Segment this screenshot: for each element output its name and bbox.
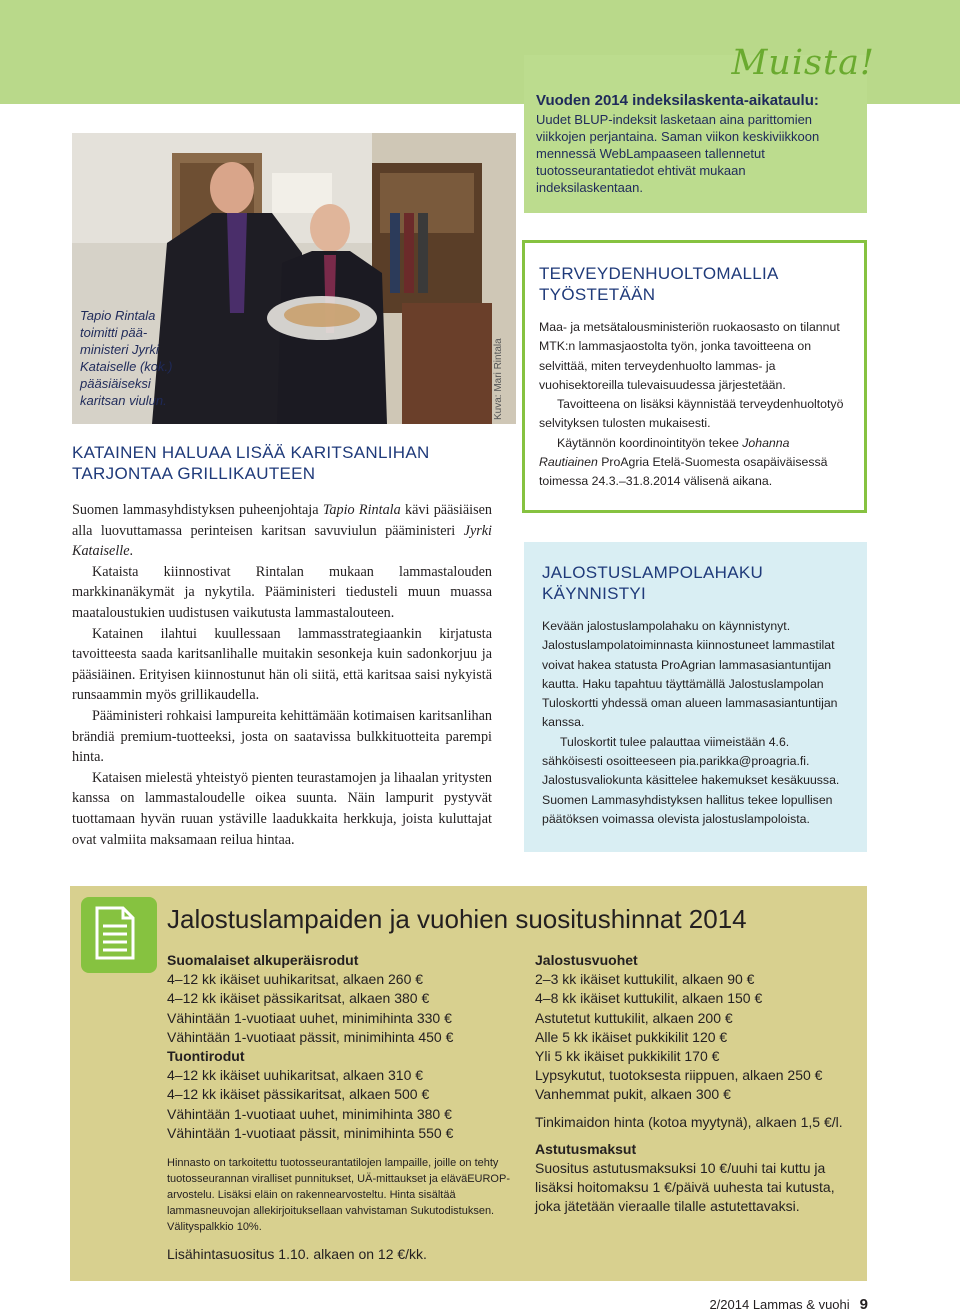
health-text-span: ProAgria Etelä-Suomesta osapäiväisessä toimessa 24.3.–31.8.2014 välisenä aikana. [539,455,828,489]
lampola-box [524,542,867,852]
health-paragraph: Tavoitteena on lisäksi käynnistää terveydenhuoltotyö selvityksen tulosten mukaisesti. [539,397,844,431]
article-paragraph: Katainen ilahtui kuullessaan lammasstrategiaankin kirjatusta tavoitteesta saada karitsanlihalle muitakin sesonkeja kuin sadonkorjuu ja pääsiäinen. Erityisen kiinnostunut hän oli siitä, että karitsaa saisi nykyistä runsaammin myös grillikaudella. [72,625,492,704]
astutus-text: Suositus astutusmaksuksi 10 €/uuhi tai kuttu ja lisäksi hoitomaksu 1 €/päivä uuhesta tai kutusta, joka jätetään vieraalle tilalle astutettavaksi. [535,1160,835,1215]
article-text: . [129,543,134,560]
document-icon-glyph [95,906,135,960]
price-item: Lypsykutut, tuotoksesta riippuen, alkaen 250 € [535,1067,823,1084]
subheading: Tuontirodut [167,1048,245,1065]
lampola-text [542,617,849,829]
subheading: Jalostusvuohet [535,952,638,968]
price-title: Jalostuslampaiden ja vuohien suositushinnat 2014 [167,904,747,934]
lampola-heading: JALOSTUSLAMPOLAHAKU KÄYNNISTYI [542,563,764,603]
article-paragraph: Kataista kiinnostivat Rintalan mukaan lammastalouden markkinanäkymät ja nykytila. Pääministeri tiedusteli muun muassa maataloustukien uudistusen vaikutusta lammastalouteen. [72,563,492,621]
lampola-paragraph: Tuloskortit tulee palauttaa viimeistään 4.6. sähköisesti osoitteeseen pia.parikka@proagria.fi. Jalostusvaliokunta käsittelee hakemukset kesäkuussa. Suomen Lammasyhdistyksen hallitus tekee lopullisen päätöksen voimassa olevista jalostuslampoloista. [542,734,840,826]
price-column-sheep [167,951,512,1264]
photo-caption: Tapio Rintala toimitti pää- ministeri Jyrki Kataiselle (kok.) pääsiäiseksi karitsan viulun. [80,308,173,408]
health-text-span: Käytännön koordinointityön tekee [557,435,743,450]
price-item: 4–12 kk ikäiset uuhikaritsat, alkaen 260 € [167,971,424,988]
subheading: Suomalaiset alkuperäisrodut [167,952,359,968]
article-title: KATAINEN HALUAA LISÄÄ KARITSANLIHAN TARJONTAA GRILLIKAUTEEN [72,443,430,483]
price-column-goats [535,951,853,1217]
subheading: Astutusmaksut [535,1140,637,1157]
document-icon [81,897,157,973]
price-item: 2–3 kk ikäiset kuttukilit, alkaen 90 € [535,971,755,988]
article-text: Suomen lammasyhdistyksen puheenjohtaja [72,502,323,518]
person-name: Tapio Rintala [322,502,401,518]
health-heading: TERVEYDENHUOLTOMALLIA TYÖSTETÄÄN [539,264,779,304]
photo-credit: Kuva: Mari Rintala [493,338,504,420]
health-box [522,240,867,513]
article-paragraph [72,500,492,562]
article-paragraph: Kataisen mielestä yhteistyö pienten teurastamojen ja lihaalan yritysten kanssa on lammastaloudelle oikea suunta. Näin lampurit pystyvät tuottamaan hyvän ruuan ystäville laadukkaita herkkuja, joista kuluttajat ovat valmiita maksamaan reilua hintaa. [72,769,492,848]
price-item: Alle 5 kk ikäiset pukkikilit 120 € [535,1028,728,1045]
health-paragraph [539,434,850,492]
tinkimaito-price: Tinkimaidon hinta (kotoa myytynä), alkaen 1,5 €/l. [535,1113,843,1130]
article-text: kävi pääsiäisen alla luovuttamassa perinteisen karitsan savuviulun pääministeri [72,502,493,539]
muista-box [524,43,875,213]
price-item: Vähintään 1-vuotiaat uuhet, minimihinta 330 € [167,1009,452,1026]
price-item: Vähintään 1-vuotiaat pässit, minimihinta 450 € [167,1028,454,1045]
extra-price: Lisähintasuositus 1.10. alkaen on 12 €/kk. [167,1246,427,1263]
health-text [539,318,850,492]
page-number: 9 [859,1296,868,1313]
price-item: Vanhemmat pukit, alkaen 300 € [535,1086,731,1103]
price-item: Yli 5 kk ikäiset pukkikilit 170 € [535,1048,720,1065]
muista-heading: Vuoden 2014 indeksilaskenta-aikataulu: [536,92,819,109]
muista-title: Muista! [731,43,875,83]
price-item: 4–12 kk ikäiset pässikaritsat, alkaen 380 € [167,990,430,1007]
price-item: 4–8 kk ikäiset kuttukilit, alkaen 150 € [535,990,763,1007]
price-item: 4–12 kk ikäiset pässikaritsat, alkaen 500 € [167,1086,430,1103]
lampola-paragraph: Kevään jalostuslampolahaku on käynnistynyt. Jalostuslampolatoiminnasta kiinnostuneet lammastilat voivat hakea statusta ProAgrian lammasasiantuntijan kautta. Haku tapahtuu täyttämällä Jalostuslampolan Tuloskortti yhdessä oman alueen lammasasiantuntijan kanssa. [542,619,838,730]
article-body [72,500,492,850]
issue-label: 2/2014 Lammas & vuohi [709,1297,850,1312]
price-note: Hinnasto on tarkoitettu tuotosseurantatilojen lampaille, joille on tehty tuotosseurannan viralliset punnitukset, UÄ-mittaukset ja eläväEUROP-arvostelu. Lisäksi eläin on rakennearvosteltu. Hinta sisältää lammasneuvojan allekirjoituksellaan vahvistaman Sukutodistuksen. Välityspalkkio 10%. [167,1157,510,1234]
person-name: Johanna Rautiainen [539,435,790,470]
muista-text: Uudet BLUP-indeksit lasketaan aina parittomien viikkojen perjantaina. Saman viikon keskiviikkoon mennessä WebLampaaseen tallennetut tuotosseurantatiedot ehtivät mukaan indeksilaskentaan. [536,112,820,195]
price-item: 4–12 kk ikäiset uuhikaritsat, alkaen 310 € [167,1067,424,1084]
price-item: Vähintään 1-vuotiaat pässit, minimihinta 550 € [167,1124,454,1141]
health-paragraph: Maa- ja metsätalousministeriön ruokaosasto on tilannut MTK:n lammasjaostolta työn, jonka tavoitteena on selvittää, miten terveydenhuolto lammas- ja vuohisektoreilla tulevaisuudessa järjestetään. [539,320,840,392]
price-box [70,886,867,1281]
article-paragraph: Pääministeri rohkaisi lampureita kehittämään kotimaisen karitsanlihan brändiä premium-tuotteeksi, josta on saatavissa bulkkituotteita parempi hinta. [72,707,492,766]
page-footer [709,1296,868,1313]
price-item: Vähintään 1-vuotiaat uuhet, minimihinta 380 € [167,1105,452,1122]
person-name: Jyrki Kataiselle [72,522,492,560]
price-item: Astutetut kuttukilit, alkaen 200 € [535,1009,733,1026]
